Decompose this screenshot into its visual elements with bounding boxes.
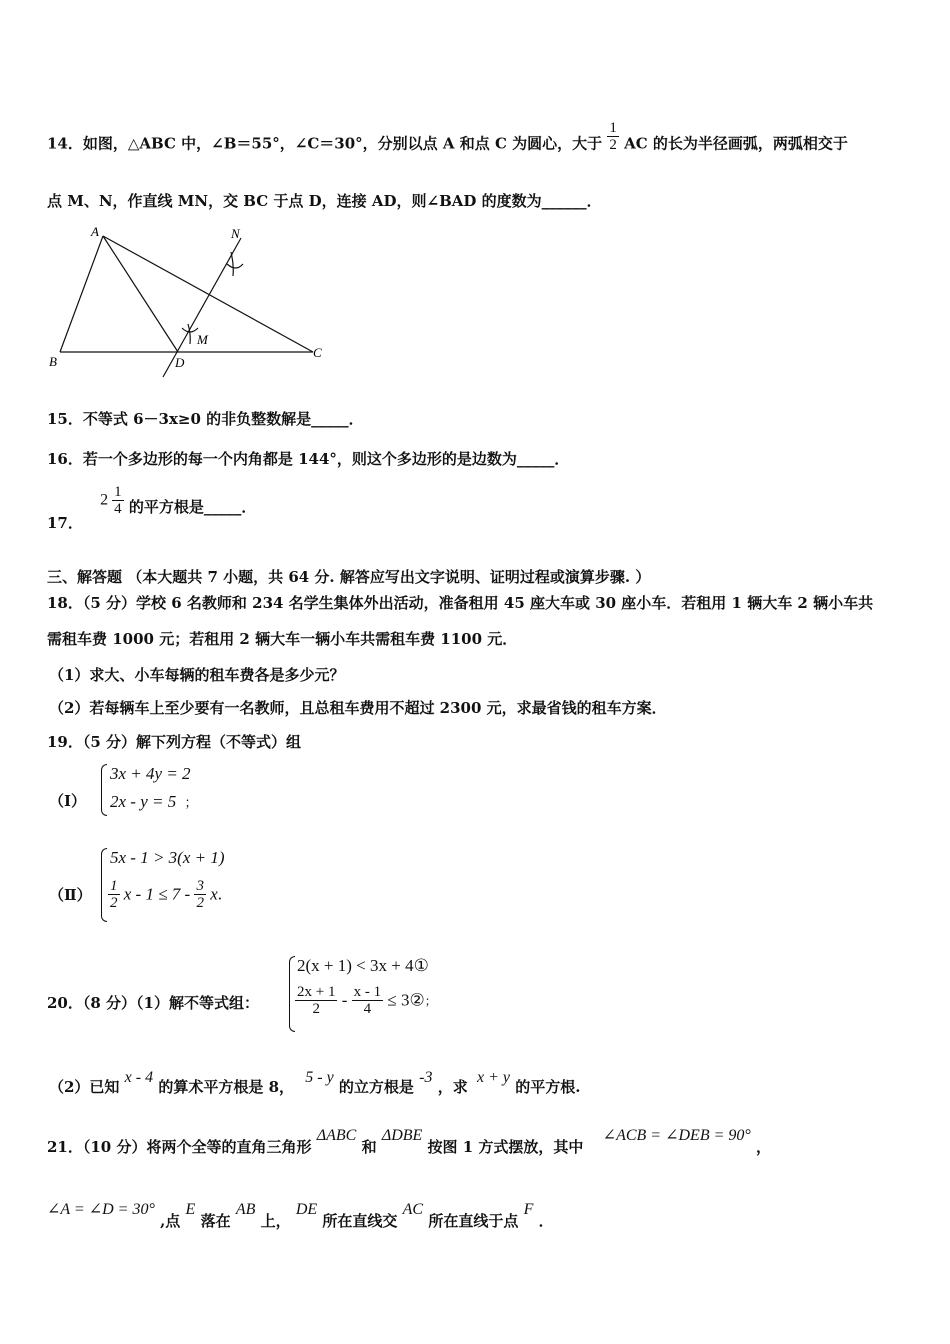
frac-num: 2x + 1 [297, 984, 336, 1000]
eq-tail: ≤ 3② [387, 990, 425, 1010]
q21-angle-90: ∠ACB = ∠DEB = 90° [602, 1127, 751, 1144]
arc-mark-n2 [231, 252, 233, 276]
q19-frac-three-halves [194, 878, 206, 911]
q21-text: 落在 [200, 1212, 231, 1230]
q17-suffix: 的平方根是_____． [128, 498, 257, 517]
q20-expr-neg3: -3 [419, 1069, 433, 1086]
q20-expr-x-plus-y: x + y [476, 1069, 510, 1086]
arc-mark-n [227, 264, 243, 268]
q21-text: 和 [361, 1138, 377, 1156]
q14-line2: 点 M、N，作直线 MN，交 BC 于点 D，连接 AD，则∠BAD 的度数为______． [47, 192, 602, 210]
label-b: B [49, 354, 57, 369]
q14-text-a: 14．如图，△ABC 中，∠B＝55°，∠C＝30°，分别以点 A 和点 C 为圆心，大于 [47, 134, 603, 153]
q21-text: 所在直线于点 [428, 1212, 519, 1230]
eq-x: x [210, 884, 218, 904]
q18-line1: 18．（5 分）学校 6 名教师和 234 名学生集体外出活动，准备租用 45 座大车或 30 座小车．若租用 1 辆大车 2 辆小车共 [47, 594, 874, 612]
q21-text: ， [756, 1138, 772, 1156]
q19-part2-brace [101, 848, 107, 922]
q19-frac-half [108, 878, 120, 911]
q21-point-e: E [185, 1201, 196, 1218]
arc-mark-m2 [188, 324, 190, 344]
q21-text: 所在直线交 [322, 1212, 398, 1230]
q14-half-fraction [607, 120, 619, 153]
q19-part1-eq2 [110, 792, 198, 812]
q21-text: 按图 1 方式摆放，其中 [427, 1138, 584, 1156]
frac-num: 3 [196, 878, 204, 894]
q21-segment-ab: AB [235, 1201, 256, 1218]
eq-mid: x - 1 ≤ 7 - [123, 884, 191, 904]
q21-text: ． [538, 1212, 554, 1230]
q14-figure [45, 222, 345, 382]
q19-part1-brace [101, 764, 107, 816]
q19-part2-eq2 [108, 878, 222, 911]
frac-den: 2 [196, 895, 204, 911]
frac-num: 1 [609, 120, 617, 136]
q18-line2: 需租车费 1000 元；若租用 2 辆大车一辆小车共需租车费 1100 元． [47, 630, 518, 648]
section-3-heading: 三、解答题 （本大题共 7 小题，共 64 分. 解答应写出文字说明、证明过程或演算步骤. ） [47, 568, 651, 586]
label-c: C [313, 345, 322, 360]
q21-text: ,点 [160, 1212, 181, 1230]
q17-prefix: 17． [47, 514, 83, 533]
q21-text: 21．（10 分）将两个全等的直角三角形 [47, 1138, 312, 1156]
q14-line1 [47, 120, 848, 161]
q19-part1-label: （Ⅰ） [49, 792, 87, 810]
label-a: A [91, 224, 99, 239]
q20-eq2 [295, 984, 437, 1017]
frac-den: 4 [352, 1000, 384, 1017]
q20-expr-x-minus-4: x - 4 [124, 1069, 154, 1086]
frac-den: 2 [295, 1000, 337, 1017]
q21-triangle-abc: ΔABC [316, 1127, 357, 1144]
q21-segment-de: DE [295, 1201, 318, 1218]
q18-part2: （2）若每辆车上至少要有一名教师，且总租车费用不超过 2300 元，求最省钱的租车方案． [49, 699, 667, 717]
q21-line2 [47, 1198, 554, 1230]
frac-num: 1 [114, 484, 122, 500]
segment-ac [103, 236, 313, 352]
q20-p2-text: 的立方根是 [338, 1078, 414, 1096]
frac-den: 2 [609, 137, 617, 153]
q21-angle-30: ∠A = ∠D = 30° [47, 1201, 155, 1218]
q17-mixed-number [100, 484, 124, 517]
eq-text: 2x - y = 5 [110, 792, 177, 811]
q21-point-f: F [523, 1201, 534, 1218]
eq-end: ； [424, 994, 437, 1008]
q20-p2-text: 的平方根. [515, 1078, 581, 1096]
q16: 16．若一个多边形的每一个内角都是 144°，则这个多边形的是边数为_____． [47, 450, 570, 468]
q19-title: 19．（5 分）解下列方程（不等式）组 [47, 733, 302, 751]
q17-whole: 2 [100, 491, 109, 509]
q20-p2-text: （2）已知 [49, 1078, 120, 1096]
q19-part2-eq1: 5x - 1 > 3(x + 1) [110, 848, 225, 867]
q21-segment-ac: AC [402, 1201, 424, 1218]
q20-p2-text: 的算术平方根是 8， [158, 1078, 295, 1096]
q14-text-b: AC 的长为半径画弧，两弧相交于 [624, 134, 848, 153]
label-d: D [175, 355, 185, 370]
q17-fraction [112, 484, 124, 517]
q20-part2 [49, 1066, 581, 1096]
q18-part1: （1）求大、小车每辆的租车费各是多少元？ [49, 666, 345, 684]
q21-text: 上， [260, 1212, 291, 1230]
segment-ad [103, 236, 178, 352]
eq-minus: - [341, 990, 348, 1010]
q20-eq1: 2(x + 1) < 3x + 4① [297, 956, 429, 975]
q20-frac2 [352, 984, 384, 1017]
q20-p2-text: ，求 [437, 1078, 468, 1096]
frac-den: 4 [114, 501, 122, 517]
frac-num: 1 [110, 878, 118, 894]
q15: 15．不等式 6－3x≥0 的非负整数解是_____． [47, 410, 364, 428]
frac-den: 2 [110, 895, 118, 911]
q21-line1 [47, 1124, 772, 1156]
q20-expr-5-minus-y: 5 - y [305, 1069, 334, 1086]
q20-frac1 [295, 984, 337, 1017]
segment-ab [60, 236, 103, 352]
q19-part2-label: （Ⅱ） [49, 886, 92, 904]
q19-part1-eq1: 3x + 4y = 2 [110, 764, 191, 783]
q21-triangle-dbe: ΔDBE [381, 1127, 423, 1144]
label-n: N [231, 226, 240, 241]
q20-label: 20．（8 分）（1）解不等式组： [47, 994, 259, 1012]
eq-end: . [217, 884, 222, 904]
q17 [47, 484, 257, 533]
frac-num: x - 1 [353, 984, 382, 1000]
label-m: M [197, 332, 208, 347]
eq-end: ； [184, 795, 198, 810]
